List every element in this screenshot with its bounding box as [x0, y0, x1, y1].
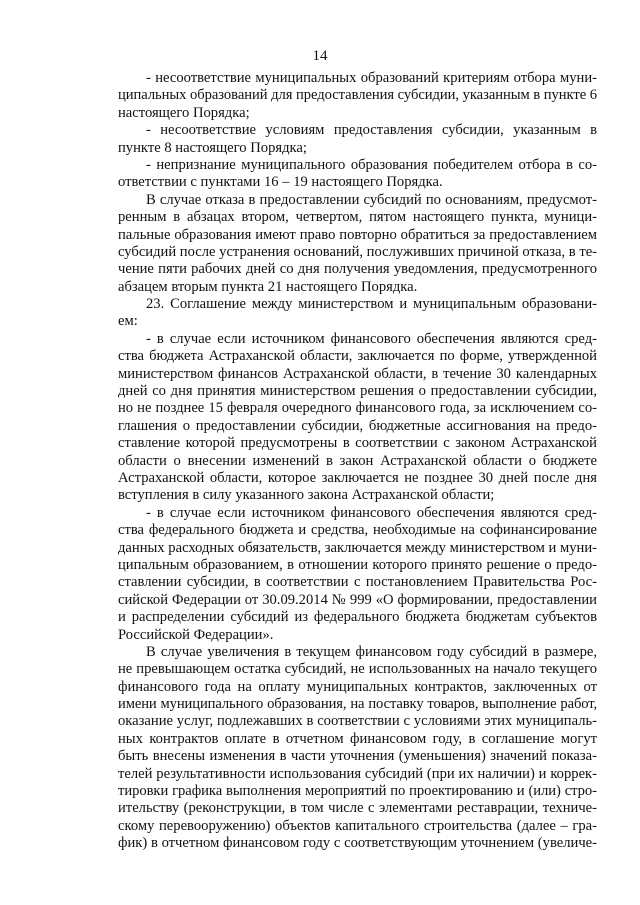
text-line: ставлении субсидии, в соответствии с постановлением Правительства Рос-: [118, 574, 597, 591]
text-line: оказание услуг, подлежавших в соответствии с условиями этих муниципаль-: [118, 713, 597, 730]
text-line: ставление которой предусмотрены в соответствии с законом Астраханской: [118, 435, 597, 452]
text-line: телей результативности использования субсидий (при их наличии) и коррек-: [118, 765, 597, 782]
text-line: скому перевооружению) объектов капитального строительства (далее – гра-: [118, 817, 597, 834]
text-line: министерством финансов Астраханской области, в течение 30 календарных: [118, 365, 597, 382]
text-line: - несоответствие условиям предоставления субсидии, указанным в: [146, 122, 597, 139]
text-line: тировки графика выполнения мероприятий по проектированию и (или) стро-: [118, 783, 597, 800]
text-line: но не позднее 15 февраля очередного финансового года, за исключением со-: [118, 400, 597, 417]
text-line: ных контрактов оплате в отчетном финансовом году, в соглашение могут: [118, 730, 597, 747]
text-line: субсидий после устранения оснований, послуживших причиной отказа, в те-: [118, 243, 598, 260]
text-line: финансового года на оплату муниципальных контрактов, заключенных от: [118, 678, 597, 695]
text-line: имени муниципального образования, на поставку товаров, выполнение работ,: [118, 696, 597, 713]
text-line: дней со дня принятия министерством решения о предоставлении субсидии,: [118, 383, 597, 400]
text-line: - в случае если источником финансового обеспечения являются сред-: [146, 504, 597, 521]
text-line: не превышающем остатка субсидий, не использованных на начало текущего: [118, 661, 597, 678]
text-line: - несоответствие муниципальных образований критериям отбора муни-: [146, 70, 597, 86]
text-line: ства федерального бюджета и средства, необходимые на софинансирование: [118, 522, 597, 539]
document-body: [118, 70, 597, 853]
text-line: В случае отказа в предоставлении субсидий по основаниям, предусмот-: [146, 191, 597, 208]
text-line: ем:: [118, 313, 138, 330]
text-line: ренным в абзацах втором, четвертом, пятом настоящего пункта, муници-: [118, 209, 597, 226]
text-line: Астраханской области, которое заключается не позднее 30 дней после дня: [118, 469, 597, 486]
text-line: области о внесении изменений в закон Астраханской области о бюджете: [118, 452, 597, 469]
text-line: ответствии с пунктами 16 – 19 настоящего Порядка.: [118, 174, 443, 191]
text-line: чение пяти рабочих дней со дня получения уведомления, предусмотренного: [118, 261, 597, 278]
text-line: 23. Соглашение между министерством и муниципальным образовани-: [146, 296, 597, 313]
text-line: ства бюджета Астраханской области, заключается по форме, утвержденной: [118, 348, 597, 365]
text-line: настоящего Порядка;: [118, 104, 250, 121]
text-line: глашения о предоставлении субсидии, бюджетные ассигнования на предо-: [118, 417, 597, 434]
page-number: 14: [312, 48, 328, 64]
text-line: и распределении субсидий из федерального бюджета бюджетам субъектов: [118, 609, 597, 626]
text-line: В случае увеличения в текущем финансовом году субсидий в размере,: [146, 643, 597, 660]
text-line: сийской Федерации от 30.09.2014 № 999 «О формировании, предоставлении: [118, 591, 597, 608]
text-line: данных расходных обязательств, заключается между министерством и муни-: [118, 539, 597, 556]
text-line: быть внесены изменения в части уточнения (уменьшения) значений показа-: [118, 748, 597, 765]
text-line: - в случае если источником финансового обеспечения являются сред-: [146, 330, 597, 347]
text-line: ципальных образований для предоставления субсидии, указанным в пункте 6: [118, 87, 597, 104]
text-line: - непризнание муниципального образования победителем отбора в со-: [146, 156, 597, 173]
text-line: Российской Федерации».: [118, 626, 274, 643]
text-line: пункте 8 настоящего Порядка;: [118, 139, 307, 156]
text-line: фик) в отчетном финансовом году с соответствующим уточнением (увеличе-: [118, 835, 597, 852]
text-line: ительству (реконструкции, в том числе с элементами реставрации, техниче-: [118, 800, 597, 817]
text-line: вступления в силу указанного закона Астраханской области;: [118, 487, 495, 504]
text-line: ципальным образованием, в отношении которого принято решение о предо-: [118, 556, 597, 573]
text-line: абзацем вторым пункта 21 настоящего Порядка.: [118, 278, 418, 295]
text-line: пальные образования имеют право повторно обратиться за предоставлением: [118, 226, 597, 243]
